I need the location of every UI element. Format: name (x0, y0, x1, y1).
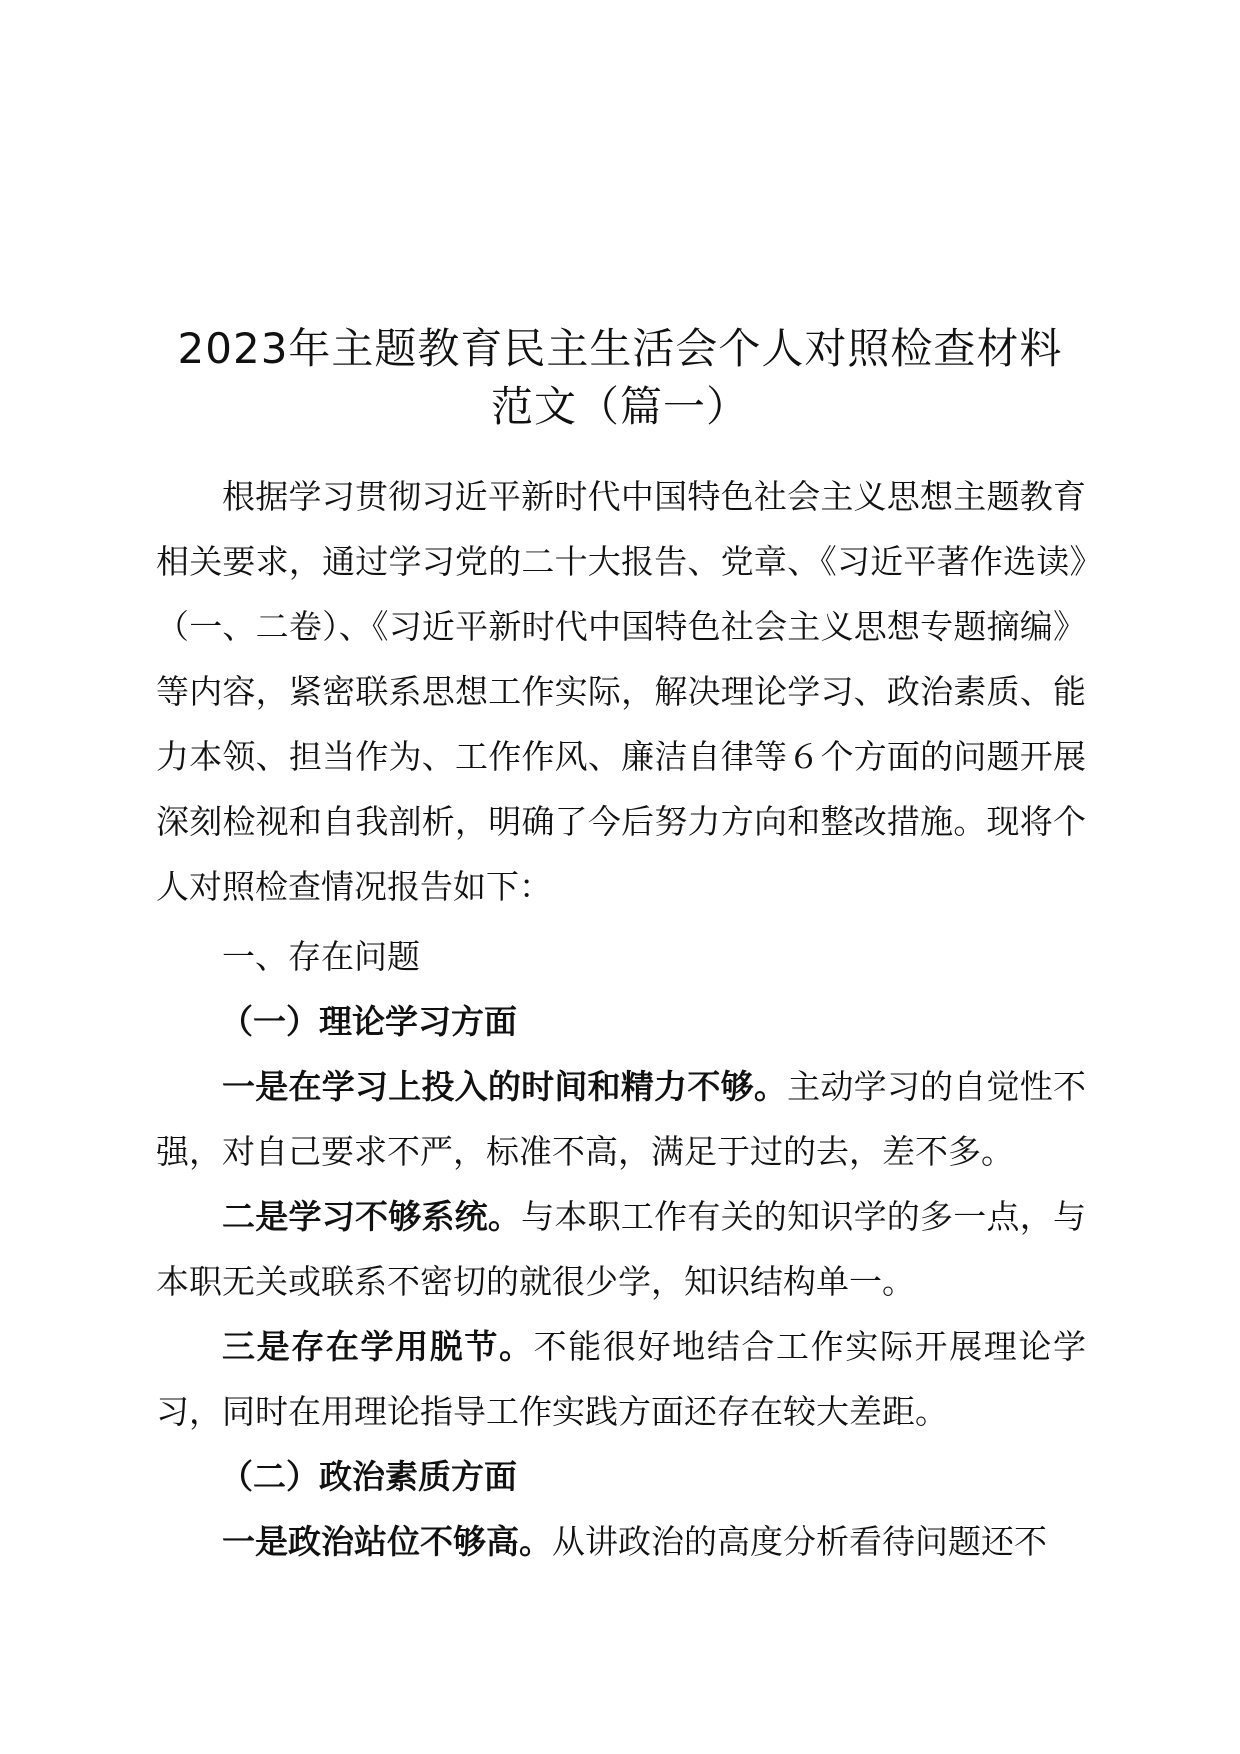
problem-item-3-lead: 三是存在学用脱节。 (222, 1327, 534, 1366)
problem-item-1 (156, 1054, 1086, 1184)
document-title: 2023年主题教育民主生活会个人对照检查材料范文（篇一） (177, 324, 1063, 431)
problem-item-2-text: 与本职工作有关的知识学的多一点，与本职无关或联系不密切的就很少学，知识结构单一。 (156, 1197, 1087, 1301)
intro-paragraph: 根据学习贯彻习近平新时代中国特色社会主义思想主题教育相关要求，通过学习党的二十大报告、党章、《习近平著作选读》（一、二卷）、《习近平新时代中国特色社会主义思想专题摘编》等内容，紧密联系思想工作实际，解决理论学习、政治素质、能力本领、担当作为、工作作风、廉洁自律等６个方面的问题开展深刻检视和自我剖析，明确了今后努力方向和整改措施。现将个人对照检查情况报告如下： (156, 477, 1086, 906)
problem-item-3-text: 不能很好地结合工作实际开展理论学习，同时在用理论指导工作实践方面还存在较大差距。 (156, 1327, 1086, 1431)
subsection-heading-theory-study: （一）理论学习方面 (220, 1002, 517, 1041)
problem-item-2-lead: 二是学习不够系统。 (222, 1197, 522, 1236)
problem-item-4-lead: 一是政治站位不够高。 (222, 1522, 552, 1561)
problem-item-4-text: 从讲政治的高度分析看待问题还不 (552, 1522, 1047, 1561)
subsection-heading-political-quality: （二）政治素质方面 (220, 1457, 517, 1496)
problem-item-1-text: 主动学习的自觉性不强，对自己要求不严，标准不高，满足于过的去，差不多。 (156, 1067, 1087, 1171)
problem-item-1-lead: 一是在学习上投入的时间和精力不够。 (222, 1067, 788, 1106)
problem-item-4 (156, 1509, 1086, 1574)
section-heading-problems: 一、存在问题 (222, 937, 420, 976)
problem-item-3 (156, 1314, 1086, 1444)
problem-item-2 (156, 1184, 1086, 1314)
